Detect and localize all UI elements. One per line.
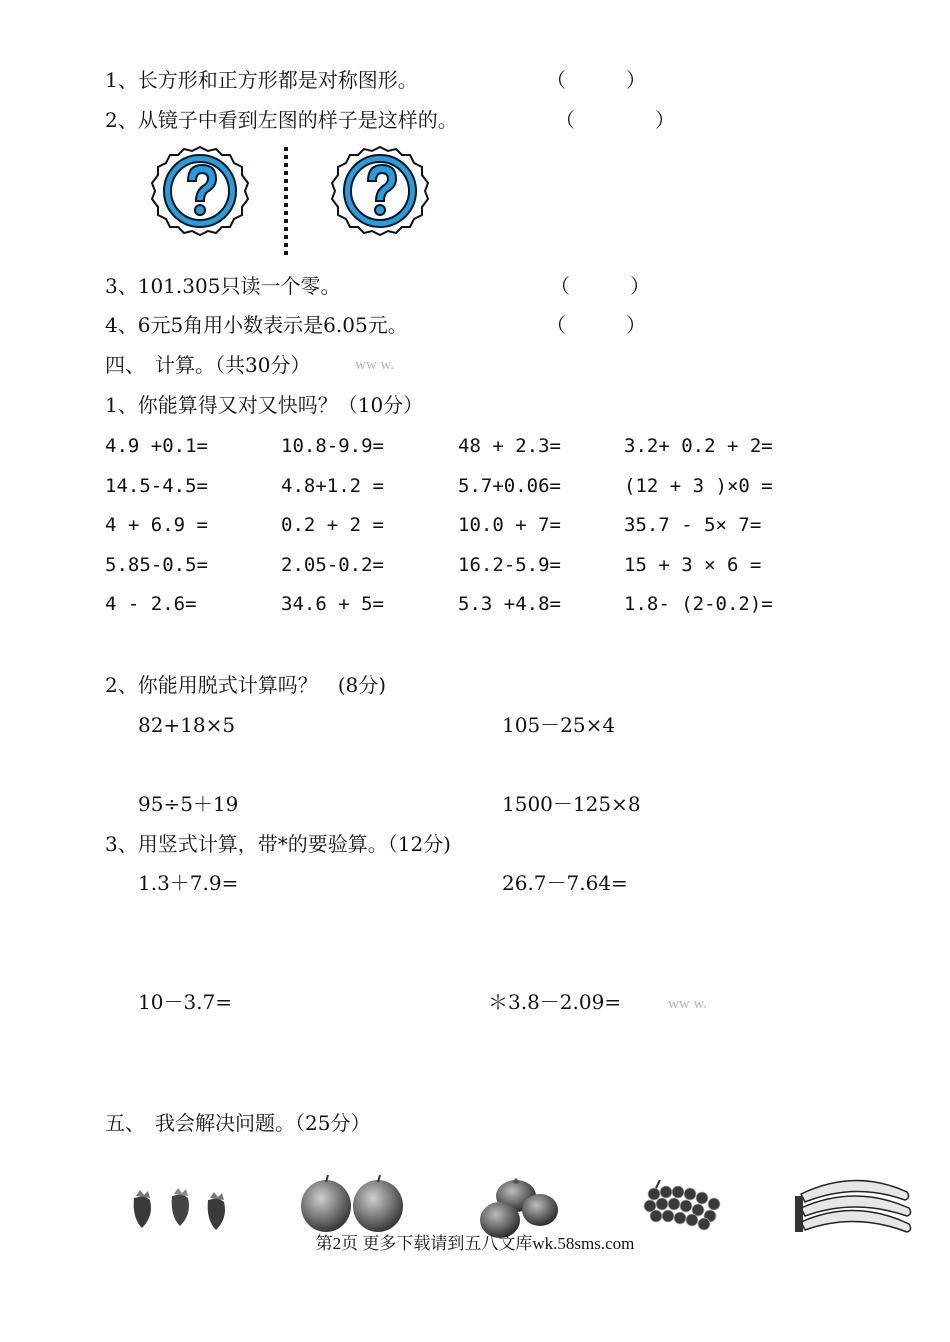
sub3-item-3: 10－3.7= — [138, 990, 233, 1014]
watermark-1: ww w. — [355, 357, 395, 373]
calc-r2-c0: 4 + 6.9 = — [105, 514, 208, 536]
calc-r0-c0: 4.9 +0.1= — [105, 435, 208, 457]
calc-r0-c3: 3.2+ 0.2 + 2= — [624, 435, 773, 457]
calc-r4-c0: 4 - 2.6= — [105, 593, 197, 615]
sub3-item-4: ＊3.8－2.09= — [488, 990, 622, 1014]
calc-r4-c1: 34.6 + 5= — [281, 593, 384, 615]
sub3-item-1: 1.3＋7.9= — [138, 871, 239, 895]
calc-r4-c2: 5.3 +4.8= — [458, 593, 561, 615]
sub2-item-3: 95÷5＋19 — [138, 792, 239, 816]
judge-3-answer[interactable]: （ ） — [550, 274, 650, 298]
calc-r2-c3: 35.7 - 5× 7= — [624, 514, 762, 536]
sub2-item-2: 105－25×4 — [502, 713, 616, 737]
section-4-title: 四、 计算。（共30分） — [105, 353, 311, 377]
strawberries-icon — [128, 1188, 238, 1232]
watermark-2: ww w. — [668, 996, 708, 1012]
calc-r3-c0: 5.85-0.5= — [105, 554, 208, 576]
calc-r3-c3: 15 + 3 × 6 = — [624, 554, 762, 576]
calc-r0-c2: 48 + 2.3= — [458, 435, 561, 457]
judge-3 — [105, 272, 340, 300]
calc-r1-c2: 5.7+0.06= — [458, 475, 561, 497]
judge-4-text: 6元5角用小数表示是6.05元。 — [137, 313, 408, 337]
mirror-line — [281, 145, 291, 260]
judge-1-text: 长方形和正方形都是对称图形。 — [137, 68, 418, 92]
grapes-icon — [642, 1180, 726, 1232]
calc-r1-c0: 14.5-4.5= — [105, 475, 208, 497]
calc-r0-c1: 10.8-9.9= — [281, 435, 384, 457]
sub3-item-2: 26.7－7.64= — [502, 871, 628, 895]
question-badge-icon-left — [150, 145, 250, 237]
calc-r1-c3: (12 + 3 )×0 = — [624, 475, 773, 497]
apples-icon — [298, 1172, 408, 1234]
calc-r2-c2: 10.0 + 7= — [458, 514, 561, 536]
judge-1-num: 1、 — [105, 68, 138, 92]
sub3-title: 3、用竖式计算，带*的要验算。（12分) — [105, 832, 451, 856]
question-badge-icon-right — [330, 145, 430, 237]
judge-3-num: 3、 — [105, 274, 138, 298]
judge-1 — [105, 66, 418, 94]
sub1-title: 1、你能算得又对又快吗？（10分） — [105, 393, 424, 417]
sub2-item-1: 82+18×5 — [138, 713, 236, 737]
judge-2-num: 2、 — [105, 108, 138, 132]
section-5-title: 五、 我会解决问题。（25分） — [105, 1111, 371, 1135]
calc-r3-c2: 16.2-5.9= — [458, 554, 561, 576]
calc-r3-c1: 2.05-0.2= — [281, 554, 384, 576]
sub2-title: 2、你能用脱式计算吗？ (8分) — [105, 673, 387, 697]
judge-3-text: 101.305只读一个零。 — [137, 274, 341, 298]
judge-2-answer[interactable]: （ ） — [555, 108, 675, 132]
calc-r1-c1: 4.8+1.2 = — [281, 475, 384, 497]
calc-r4-c3: 1.8- (2-0.2)= — [624, 593, 773, 615]
judge-2 — [105, 106, 458, 134]
judge-1-answer[interactable]: （ ） — [546, 68, 646, 92]
page-footer: 第2页 更多下载请到五八文库wk.58sms.com — [315, 1234, 635, 1253]
judge-4 — [105, 311, 408, 339]
judge-4-answer[interactable]: （ ） — [546, 313, 646, 337]
sub2-item-4: 1500－125×8 — [502, 792, 641, 816]
judge-2-text: 从镜子中看到左图的样子是这样的。 — [137, 108, 458, 132]
judge-4-num: 4、 — [105, 313, 138, 337]
calc-r2-c1: 0.2 + 2 = — [281, 514, 384, 536]
